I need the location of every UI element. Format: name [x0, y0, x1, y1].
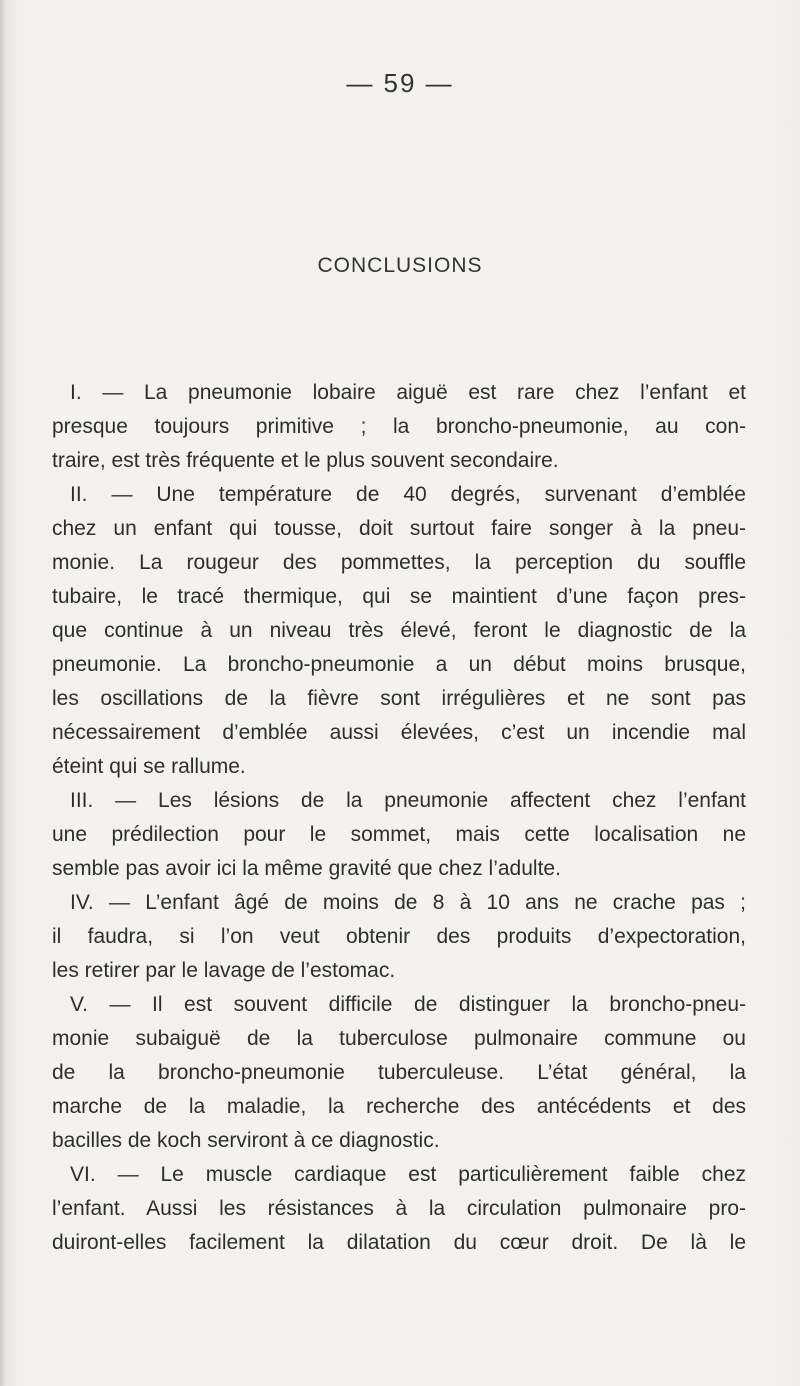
paragraph-4-line-3: les retirer par le lavage de l’estomac.: [52, 959, 396, 982]
paragraph-2-line-2: chez un enfant qui tousse, doit surtout faire songer à la pneu-: [52, 517, 746, 540]
page-number: — 59 —: [346, 68, 454, 98]
paragraph-2-line-7: les oscillations de la fièvre sont irrégulières et ne sont pas: [52, 687, 746, 710]
paragraph-1-line-1: I. — La pneumonie lobaire aiguë est rare chez l’enfant et: [70, 381, 746, 404]
paragraph-1-line-2: presque toujours primitive ; la broncho-pneumonie, au con-: [52, 415, 746, 438]
paragraph-6-line-3: duiront-elles facilement la dilatation du cœur droit. De là le: [52, 1231, 746, 1254]
paragraph-3-line-3: semble pas avoir ici la même gravité que chez l’adulte.: [52, 857, 561, 880]
page-edge-shadow: [0, 0, 6, 1386]
paragraph-1-line-3: traire, est très fréquente et le plus souvent secondaire.: [52, 449, 559, 472]
section-title: CONCLUSIONS: [317, 254, 483, 277]
paragraph-6-line-1: VI. — Le muscle cardiaque est particulièrement faible chez: [70, 1163, 746, 1186]
paragraph-2-line-8: nécessairement d’emblée aussi élevées, c’est un incendie mal: [52, 721, 746, 744]
paragraph-2-line-9: éteint qui se rallume.: [52, 755, 246, 778]
paragraph-5-line-4: marche de la maladie, la recherche des antécédents et des: [52, 1095, 746, 1118]
paragraph-5-line-2: monie subaiguë de la tuberculose pulmonaire commune ou: [52, 1027, 746, 1050]
paragraph-4-line-1: IV. — L’enfant âgé de moins de 8 à 10 ans ne crache pas ;: [70, 891, 746, 914]
paragraph-5-line-5: bacilles de koch serviront à ce diagnostic.: [52, 1129, 440, 1152]
paragraph-4-line-2: il faudra, si l’on veut obtenir des produits d’expectoration,: [52, 925, 746, 948]
conclusions-body: [52, 376, 746, 1260]
paragraph-2-line-3: monie. La rougeur des pommettes, la perception du souffle: [52, 551, 746, 574]
paragraph-2-line-6: pneumonie. La broncho-pneumonie a un début moins brusque,: [52, 653, 746, 676]
paragraph-5-line-1: V. — Il est souvent difficile de distinguer la broncho-pneu-: [70, 993, 746, 1016]
paragraph-2-line-1: II. — Une température de 40 degrés, survenant d’emblée: [70, 483, 746, 506]
paragraph-3-line-1: III. — Les lésions de la pneumonie affectent chez l’enfant: [70, 789, 746, 812]
paragraph-2-line-5: que continue à un niveau très élevé, feront le diagnostic de la: [52, 619, 746, 642]
paragraph-2-line-4: tubaire, le tracé thermique, qui se maintient d’une façon pres-: [52, 585, 746, 608]
paragraph-5-line-3: de la broncho-pneumonie tuberculeuse. L’état général, la: [52, 1061, 746, 1084]
paragraph-6-line-2: l’enfant. Aussi les résistances à la circulation pulmonaire pro-: [52, 1197, 746, 1220]
paragraph-3-line-2: une prédilection pour le sommet, mais cette localisation ne: [52, 823, 746, 846]
